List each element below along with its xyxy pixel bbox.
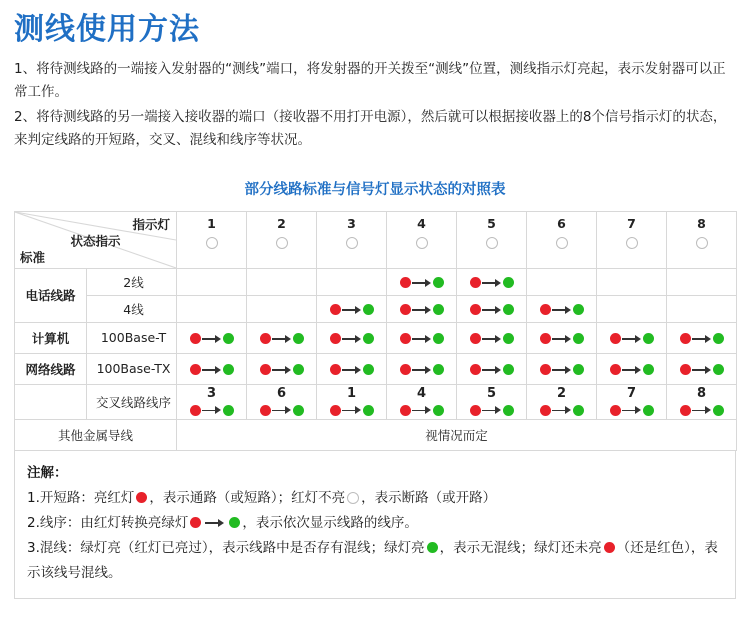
table-row <box>15 322 737 353</box>
led-red-icon <box>400 333 411 344</box>
led-green-icon <box>293 333 304 344</box>
cell-cross-c5 <box>457 384 527 419</box>
header-col-8-number: 8 <box>697 215 706 231</box>
notes-panel <box>14 451 736 599</box>
header-col-4-number: 4 <box>417 215 426 231</box>
led-red-icon <box>330 333 341 344</box>
led-off-icon <box>346 237 358 249</box>
crossover-empty-cell <box>15 384 87 419</box>
header-col-6-number: 6 <box>557 215 566 231</box>
page-title: 测线使用方法 <box>14 12 200 47</box>
table-row <box>15 268 737 295</box>
led-green-icon <box>433 333 444 344</box>
cell-r3c5 <box>457 322 527 353</box>
led-red-icon <box>260 333 271 344</box>
arrow-icon <box>552 304 572 315</box>
header-led-label: 指示灯 <box>132 216 170 232</box>
arrow-icon <box>412 277 432 288</box>
led-red-icon <box>190 333 201 344</box>
note-1-mid: ，表示通路（或短路）；红灯不亮 <box>149 489 346 506</box>
led-green-icon <box>643 405 654 416</box>
arrow-icon <box>482 304 502 315</box>
led-green-icon <box>223 405 234 416</box>
led-off-icon <box>347 492 359 504</box>
led-off-icon <box>486 237 498 249</box>
led-red-icon <box>400 304 411 315</box>
cell-cross-c6 <box>527 384 597 419</box>
arrow-icon <box>552 333 572 344</box>
led-green-icon <box>643 364 654 375</box>
note-2-suffix: ，表示依次显示线路的线序。 <box>242 514 418 531</box>
led-red-icon <box>136 492 147 503</box>
led-green-icon <box>713 405 724 416</box>
led-green-icon <box>229 517 240 528</box>
led-green-icon <box>293 405 304 416</box>
led-red-icon <box>260 405 271 416</box>
led-off-icon <box>206 237 218 249</box>
led-green-icon <box>643 333 654 344</box>
led-green-icon <box>427 542 438 553</box>
header-col-6 <box>527 211 597 268</box>
header-col-1-number: 1 <box>207 215 216 231</box>
cell-r2c7 <box>597 295 667 322</box>
led-green-icon <box>363 333 374 344</box>
led-red-icon <box>470 364 481 375</box>
cell-cross-c4 <box>387 384 457 419</box>
led-green-icon <box>573 405 584 416</box>
table-header-row <box>15 211 737 268</box>
led-off-icon <box>416 237 428 249</box>
row-sub-100base-t: 100Base-T <box>87 322 177 353</box>
arrow-icon <box>342 364 362 375</box>
led-red-icon <box>540 333 551 344</box>
cell-r4c2 <box>247 353 317 384</box>
cell-r2c1 <box>177 295 247 322</box>
table-row <box>15 295 737 322</box>
led-red-icon <box>260 364 271 375</box>
header-col-2 <box>247 211 317 268</box>
cell-r1c7 <box>597 268 667 295</box>
crossover-label: 交叉线路线序 <box>87 384 177 419</box>
cell-r3c4 <box>387 322 457 353</box>
crossover-number-1: 3 <box>206 385 217 401</box>
cell-cross-c7 <box>597 384 667 419</box>
arrow-icon <box>482 405 502 416</box>
arrow-icon <box>202 364 222 375</box>
led-green-icon <box>713 333 724 344</box>
table-row-crossover <box>15 384 737 419</box>
led-off-icon <box>276 237 288 249</box>
led-off-icon <box>696 237 708 249</box>
cell-r4c8 <box>667 353 737 384</box>
crossover-number-8: 8 <box>696 385 707 401</box>
led-green-icon <box>433 364 444 375</box>
led-red-icon <box>680 333 691 344</box>
led-red-icon <box>190 517 201 528</box>
cell-r1c5 <box>457 268 527 295</box>
cell-r4c5 <box>457 353 527 384</box>
led-green-icon <box>573 304 584 315</box>
row-group-telephone: 电话线路 <box>15 268 87 322</box>
note-line-1 <box>27 486 723 511</box>
led-green-icon <box>573 364 584 375</box>
led-green-icon <box>503 364 514 375</box>
note-3-suffix: （还是红色），表示该线号混线。 <box>27 539 718 581</box>
led-red-icon <box>610 333 621 344</box>
arrow-icon <box>412 333 432 344</box>
cell-r3c8 <box>667 322 737 353</box>
cell-r4c1 <box>177 353 247 384</box>
arrow-icon <box>692 333 712 344</box>
cell-r2c5 <box>457 295 527 322</box>
crossover-number-3: 1 <box>346 385 357 401</box>
table-row <box>15 353 737 384</box>
led-green-icon <box>223 364 234 375</box>
other-wire-value: 视情况而定 <box>177 419 737 450</box>
cell-r1c2 <box>247 268 317 295</box>
cell-r2c3 <box>317 295 387 322</box>
arrow-icon <box>692 405 712 416</box>
led-green-icon <box>433 405 444 416</box>
led-red-icon <box>470 405 481 416</box>
led-red-icon <box>400 364 411 375</box>
led-green-icon <box>713 364 724 375</box>
led-green-icon <box>433 277 444 288</box>
header-col-5-number: 5 <box>487 215 496 231</box>
led-green-icon <box>503 333 514 344</box>
header-standard-label: 标准 <box>20 249 46 265</box>
led-red-icon <box>540 304 551 315</box>
led-green-icon <box>363 304 374 315</box>
table-caption: 部分线路标准与信号灯显示状态的对照表 <box>244 181 506 198</box>
crossover-number-5: 5 <box>486 385 497 401</box>
led-red-icon <box>680 405 691 416</box>
led-red-icon <box>610 405 621 416</box>
arrow-icon <box>622 333 642 344</box>
header-col-5 <box>457 211 527 268</box>
led-red-icon <box>604 542 615 553</box>
led-status-table <box>14 211 737 451</box>
led-red-icon <box>470 333 481 344</box>
led-green-icon <box>293 364 304 375</box>
led-green-icon <box>223 333 234 344</box>
cell-r4c3 <box>317 353 387 384</box>
table-row-other <box>15 419 737 450</box>
cell-r3c1 <box>177 322 247 353</box>
header-col-4 <box>387 211 457 268</box>
led-green-icon <box>503 304 514 315</box>
arrow-icon <box>692 364 712 375</box>
intro-paragraph-2: 2、将待测线路的另一端接入接收器的端口（接收器不用打开电源），然后就可以根据接收器上的8个信号指示灯的状态，来判定线路的开短路，交叉、混线和线序等状况。 <box>14 108 727 148</box>
arrow-icon <box>202 333 222 344</box>
led-red-icon <box>470 304 481 315</box>
led-red-icon <box>190 364 201 375</box>
arrow-icon <box>552 364 572 375</box>
row-group-network: 网络线路 <box>15 353 87 384</box>
led-red-icon <box>400 405 411 416</box>
header-col-3-number: 3 <box>347 215 356 231</box>
cell-cross-c2 <box>247 384 317 419</box>
cell-r3c3 <box>317 322 387 353</box>
note-3-prefix: 3.混线：绿灯亮（红灯已亮过），表示线路中是否存有混线；绿灯亮 <box>27 539 425 556</box>
arrow-icon <box>482 333 502 344</box>
header-corner-cell <box>15 211 177 268</box>
cell-r1c3 <box>317 268 387 295</box>
arrow-icon <box>622 405 642 416</box>
row-sub-4line: 4线 <box>87 295 177 322</box>
led-red-icon <box>330 405 341 416</box>
arrow-icon <box>205 517 225 528</box>
other-wire-label: 其他金属导线 <box>15 419 177 450</box>
crossover-number-4: 4 <box>416 385 427 401</box>
notes-title: 注解： <box>27 464 68 481</box>
row-sub-2line: 2线 <box>87 268 177 295</box>
cell-r4c6 <box>527 353 597 384</box>
cell-r3c7 <box>597 322 667 353</box>
cell-cross-c8 <box>667 384 737 419</box>
led-red-icon <box>190 405 201 416</box>
cell-r1c6 <box>527 268 597 295</box>
arrow-icon <box>342 405 362 416</box>
note-2-prefix: 2.线序：由红灯转换亮绿灯 <box>27 514 189 531</box>
led-green-icon <box>363 364 374 375</box>
arrow-icon <box>272 333 292 344</box>
cell-r4c4 <box>387 353 457 384</box>
arrow-icon <box>412 364 432 375</box>
led-red-icon <box>400 277 411 288</box>
crossover-number-7: 7 <box>626 385 637 401</box>
arrow-icon <box>622 364 642 375</box>
led-red-icon <box>330 304 341 315</box>
arrow-icon <box>482 364 502 375</box>
cell-cross-c1 <box>177 384 247 419</box>
led-red-icon <box>540 364 551 375</box>
arrow-icon <box>272 364 292 375</box>
led-red-icon <box>470 277 481 288</box>
arrow-icon <box>342 333 362 344</box>
arrow-icon <box>272 405 292 416</box>
header-col-3 <box>317 211 387 268</box>
led-off-icon <box>556 237 568 249</box>
led-green-icon <box>573 333 584 344</box>
led-green-icon <box>503 277 514 288</box>
note-line-3 <box>27 536 723 586</box>
arrow-icon <box>202 405 222 416</box>
intro-paragraph-1: 1、将待测线路的一端接入发射器的“测线”端口，将发射器的开关拨至“测线”位置，测线指示灯亮起，表示发射器可以正常工作。 <box>14 61 726 100</box>
row-group-computer: 计算机 <box>15 322 87 353</box>
crossover-number-6: 2 <box>556 385 567 401</box>
header-col-2-number: 2 <box>277 215 286 231</box>
note-3-mid: ，表示无混线；绿灯还未亮 <box>439 539 602 556</box>
header-col-7 <box>597 211 667 268</box>
cell-r1c1 <box>177 268 247 295</box>
cell-cross-c3 <box>317 384 387 419</box>
header-col-8 <box>667 211 737 268</box>
cell-r2c8 <box>667 295 737 322</box>
note-1-prefix: 1.开短路：亮红灯 <box>27 489 135 506</box>
arrow-icon <box>412 304 432 315</box>
led-green-icon <box>433 304 444 315</box>
note-1-suffix: ，表示断路（或开路） <box>361 489 497 506</box>
cell-r4c7 <box>597 353 667 384</box>
cell-r3c6 <box>527 322 597 353</box>
led-red-icon <box>330 364 341 375</box>
arrow-icon <box>342 304 362 315</box>
led-red-icon <box>610 364 621 375</box>
cell-r2c6 <box>527 295 597 322</box>
arrow-icon <box>412 405 432 416</box>
header-col-7-number: 7 <box>627 215 636 231</box>
row-sub-100base-tx: 100Base-TX <box>87 353 177 384</box>
led-red-icon <box>680 364 691 375</box>
led-green-icon <box>503 405 514 416</box>
arrow-icon <box>482 277 502 288</box>
cell-r2c2 <box>247 295 317 322</box>
intro-text <box>14 58 736 152</box>
led-red-icon <box>540 405 551 416</box>
led-green-icon <box>363 405 374 416</box>
cell-r1c8 <box>667 268 737 295</box>
cell-r3c2 <box>247 322 317 353</box>
note-line-2 <box>27 511 723 536</box>
crossover-number-2: 6 <box>276 385 287 401</box>
header-col-1 <box>177 211 247 268</box>
led-off-icon <box>626 237 638 249</box>
header-state-label: 状态指示 <box>70 233 121 249</box>
arrow-icon <box>552 405 572 416</box>
cell-r1c4 <box>387 268 457 295</box>
cell-r2c4 <box>387 295 457 322</box>
